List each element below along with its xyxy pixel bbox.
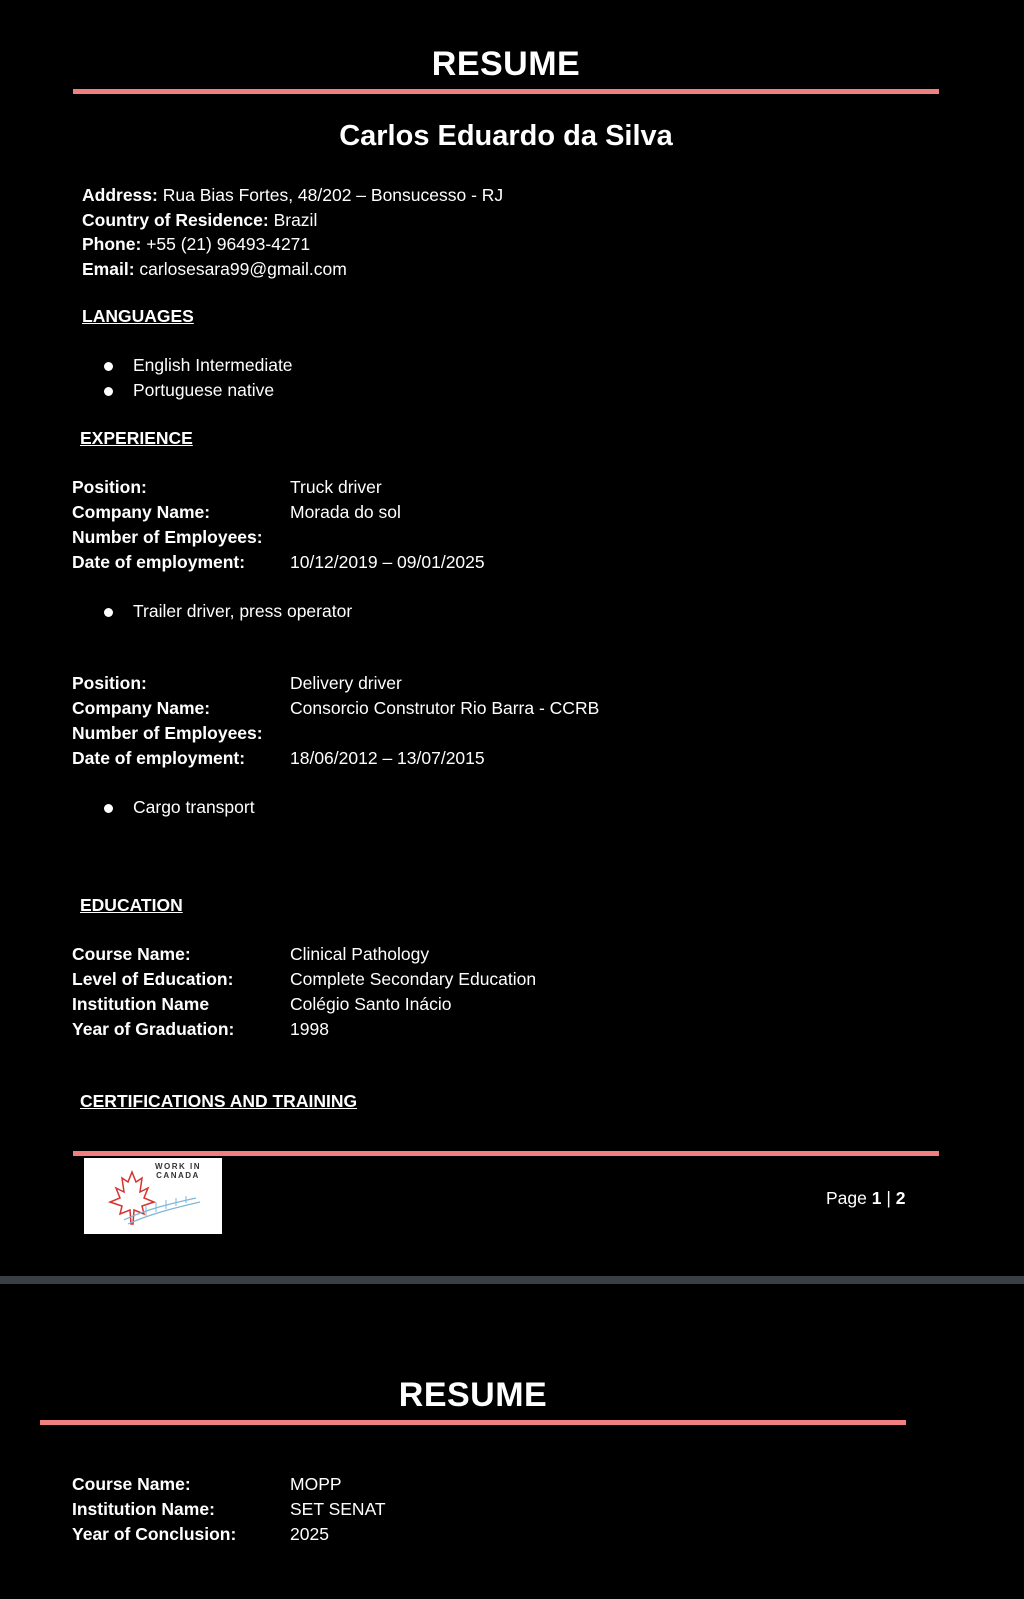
- conclusion-year-value: 2025: [290, 1524, 329, 1544]
- employees-label: Number of Employees:: [72, 723, 263, 743]
- education-level-value: Complete Secondary Education: [290, 969, 537, 989]
- course-name-value: MOPP: [290, 1474, 342, 1494]
- experience-heading: EXPERIENCE: [80, 428, 193, 448]
- position-value: Truck driver: [290, 477, 382, 497]
- company-label: Company Name:: [72, 502, 211, 522]
- education-level-label: Level of Education:: [72, 969, 234, 989]
- contact-block: [82, 183, 503, 281]
- bullet-icon: [104, 804, 113, 813]
- page-number: Page 1 | 2: [826, 1188, 906, 1208]
- language-item: English Intermediate: [133, 355, 293, 375]
- bullet-icon: [104, 362, 113, 371]
- position-value: Delivery driver: [290, 673, 402, 693]
- institution-value: SET SENAT: [290, 1499, 386, 1519]
- employment-date-value: 10/12/2019 – 09/01/2025: [290, 552, 485, 572]
- course-name-value: Clinical Pathology: [290, 944, 430, 964]
- resume-page-2: [0, 1284, 1024, 1599]
- title-divider: [73, 89, 939, 94]
- page-separator: [0, 1276, 1024, 1284]
- footer-divider: [73, 1151, 939, 1156]
- employment-date-label: Date of employment:: [72, 748, 246, 768]
- bullet-icon: [104, 608, 113, 617]
- employment-date-label: Date of employment:: [72, 552, 246, 572]
- logo-text: WORK IN CANADA: [154, 1162, 202, 1180]
- work-in-canada-logo: [84, 1158, 222, 1234]
- course-name-label: Course Name:: [72, 1474, 191, 1494]
- course-name-label: Course Name:: [72, 944, 191, 964]
- institution-label: Institution Name: [72, 994, 210, 1014]
- language-item: Portuguese native: [133, 380, 275, 400]
- bullet-icon: [104, 387, 113, 396]
- employees-label: Number of Employees:: [72, 527, 263, 547]
- graduation-year-label: Year of Graduation:: [72, 1019, 235, 1039]
- contact-phone: Phone: +55 (21) 96493-4271: [82, 234, 311, 254]
- company-value: Morada do sol: [290, 502, 401, 522]
- title-divider: [40, 1420, 906, 1425]
- employment-date-value: 18/06/2012 – 13/07/2015: [290, 748, 485, 768]
- duty-item: Trailer driver, press operator: [133, 601, 353, 621]
- institution-value: Colégio Santo Inácio: [290, 994, 452, 1014]
- institution-label: Institution Name:: [72, 1499, 215, 1519]
- graduation-year-value: 1998: [290, 1019, 329, 1039]
- contact-country: Country of Residence: Brazil: [82, 209, 318, 230]
- education-heading: EDUCATION: [80, 895, 183, 915]
- company-value: Consorcio Construtor Rio Barra - CCRB: [290, 698, 600, 718]
- duty-item: Cargo transport: [133, 797, 255, 817]
- page-title: RESUME: [398, 1376, 548, 1414]
- company-label: Company Name:: [72, 698, 211, 718]
- certifications-heading: CERTIFICATIONS AND TRAINING: [80, 1091, 358, 1111]
- position-label: Position:: [72, 673, 147, 693]
- candidate-name: Carlos Eduardo da Silva: [339, 120, 673, 152]
- position-label: Position:: [72, 477, 147, 497]
- conclusion-year-label: Year of Conclusion:: [72, 1524, 237, 1544]
- contact-email: Email: carlosesara99@gmail.com: [82, 258, 347, 279]
- page-title: RESUME: [431, 45, 581, 83]
- contact-address: Address: Rua Bias Fortes, 48/202 – Bonsucesso - RJ: [82, 185, 504, 205]
- languages-heading: LANGUAGES: [82, 306, 194, 326]
